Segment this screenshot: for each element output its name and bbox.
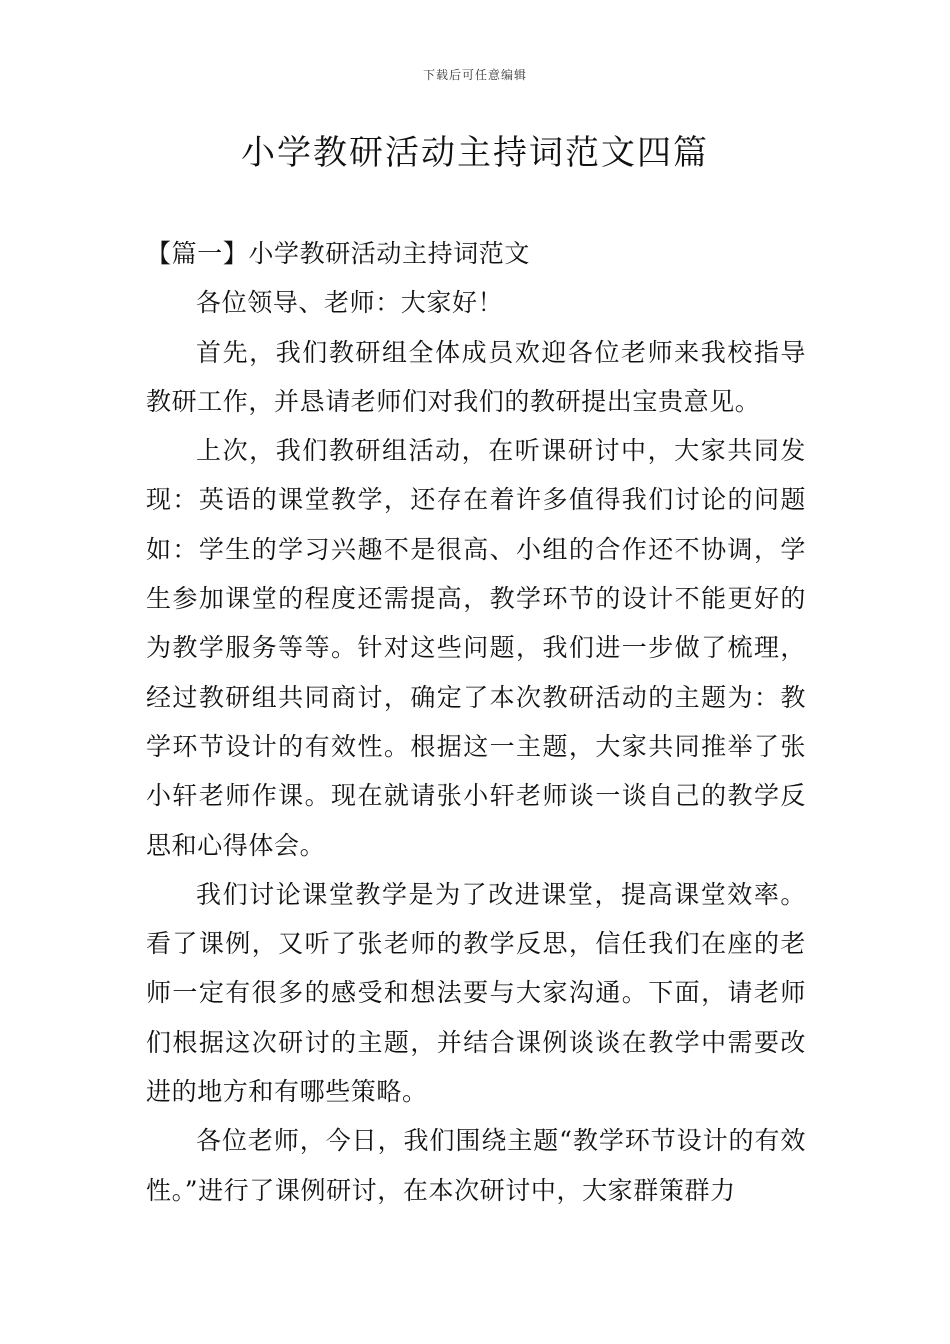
section-heading: 【篇一】小学教研活动主持词范文 <box>146 239 531 268</box>
paragraph-welcome: 首先，我们教研组全体成员欢迎各位老师来我校指导教研工作，并恳请老师们对我们的教研提出宝贵意见。 <box>146 337 806 416</box>
header-note: 下载后可任意编辑 <box>422 68 527 82</box>
paragraph-discussion: 我们讨论课堂教学是为了改进课堂，提高课堂效率。看了课例，又听了张老师的教学反思，信任我们在座的老师一定有很多的感受和想法要与大家沟通。下面，请老师们根据这次研讨的主题，并结合课例谈谈在教学中需要改进的地方和有哪些策略。 <box>146 879 806 1107</box>
paragraph-background: 上次，我们教研组活动，在听课研讨中，大家共同发现：英语的课堂教学，还存在着许多值得我们讨论的问题如：学生的学习兴趣不是很高、小组的合作还不协调，学生参加课堂的程度还需提高，教学环节的设计不能更好的为教学服务等等。针对这些问题，我们进一步做了梳理，经过教研组共同商讨，确定了本次教研活动的主题为：教学环节设计的有效性。根据这一主题，大家共同推举了张小轩老师作课。现在就请张小轩老师谈一谈自己的教学反思和心得体会。 <box>146 436 806 860</box>
paragraph-summary: 各位老师，今日，我们围绕主题“教学环节设计的有效性。”进行了课例研讨，在本次研讨中，大家群策群力 <box>146 1126 806 1205</box>
paragraph-greeting: 各位领导、老师：大家好！ <box>196 288 504 318</box>
document-title: 小学教研活动主持词范文四篇 <box>241 133 709 173</box>
document-body <box>146 229 806 1215</box>
